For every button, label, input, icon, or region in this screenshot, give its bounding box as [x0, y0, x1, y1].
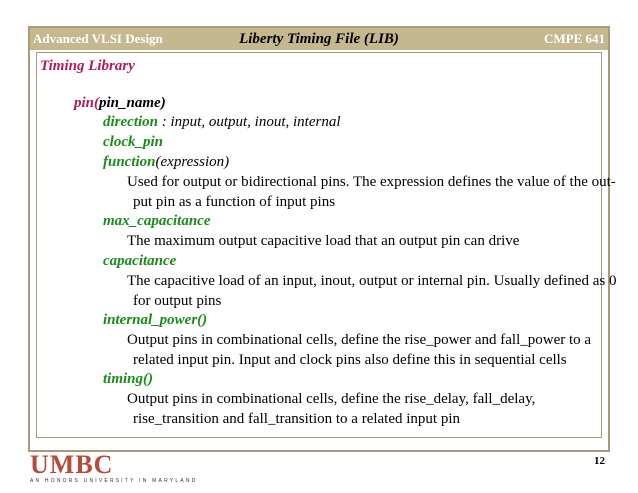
slide-frame [28, 26, 617, 452]
course-title: Advanced VLSI Design [33, 31, 163, 46]
pin-keyword: pin [74, 95, 95, 111]
pin-close-paren: ) [160, 95, 166, 111]
timing-desc-1: Output pins in combinational cells, define the rise_delay, fall_delay, [127, 391, 536, 407]
internal-power-keyword: internal_power() [103, 312, 208, 328]
umbc-wordmark: UMBC [30, 450, 114, 479]
function-line [103, 154, 229, 171]
content-box [36, 52, 617, 438]
umbc-tagline: AN HONORS UNIVERSITY IN MARYLAND [30, 478, 198, 484]
pin-open-paren: ( [94, 95, 100, 111]
capacitance-keyword: capacitance [103, 253, 177, 269]
function-keyword: function [103, 154, 156, 170]
direction-line [103, 114, 341, 131]
timing-line [103, 371, 153, 388]
slide-title: Liberty Timing File (LIB) [239, 30, 399, 47]
capacitance-desc-1: The capacitive load of an input, inout, output or internal pin. Usually defined as 0 [127, 273, 617, 289]
umbc-logo [30, 452, 197, 484]
timing-desc-2: rise_transition and fall_transition to a related input pin [133, 411, 461, 427]
internal-power-desc-2: related input pin. Input and clock pins also define this in sequential cells [133, 352, 567, 368]
clock-pin-line [103, 134, 163, 151]
course-code: CMPE 641 [543, 31, 605, 46]
pin-line [74, 95, 166, 112]
internal-power-desc-1: Output pins in combinational cells, define the rise_power and fall_power to a [127, 332, 592, 348]
direction-values: : input, output, inout, internal [158, 114, 341, 130]
function-expression: (expression) [155, 154, 230, 170]
capacitance-desc-2: for output pins [133, 293, 222, 309]
timing-keyword: timing() [103, 371, 154, 387]
slide-header [30, 28, 608, 50]
pin-arg: pin_name [99, 95, 161, 111]
direction-keyword: direction [103, 114, 158, 130]
section-title: Timing Library [40, 58, 135, 74]
max-capacitance-desc: The maximum output capacitive load that an output pin can drive [127, 233, 520, 249]
function-desc-1: Used for output or bidirectional pins. The expression defines the value of the out- [127, 174, 616, 190]
clock-pin-keyword: clock_pin [103, 134, 163, 150]
page-number: 12 [594, 455, 605, 467]
max-capacitance-keyword: max_capacitance [103, 213, 211, 229]
internal-power-line [103, 312, 207, 329]
function-desc-2: put pin as a function of input pins [133, 194, 336, 210]
capacitance-line [103, 253, 176, 270]
max-capacitance-line [103, 213, 210, 230]
